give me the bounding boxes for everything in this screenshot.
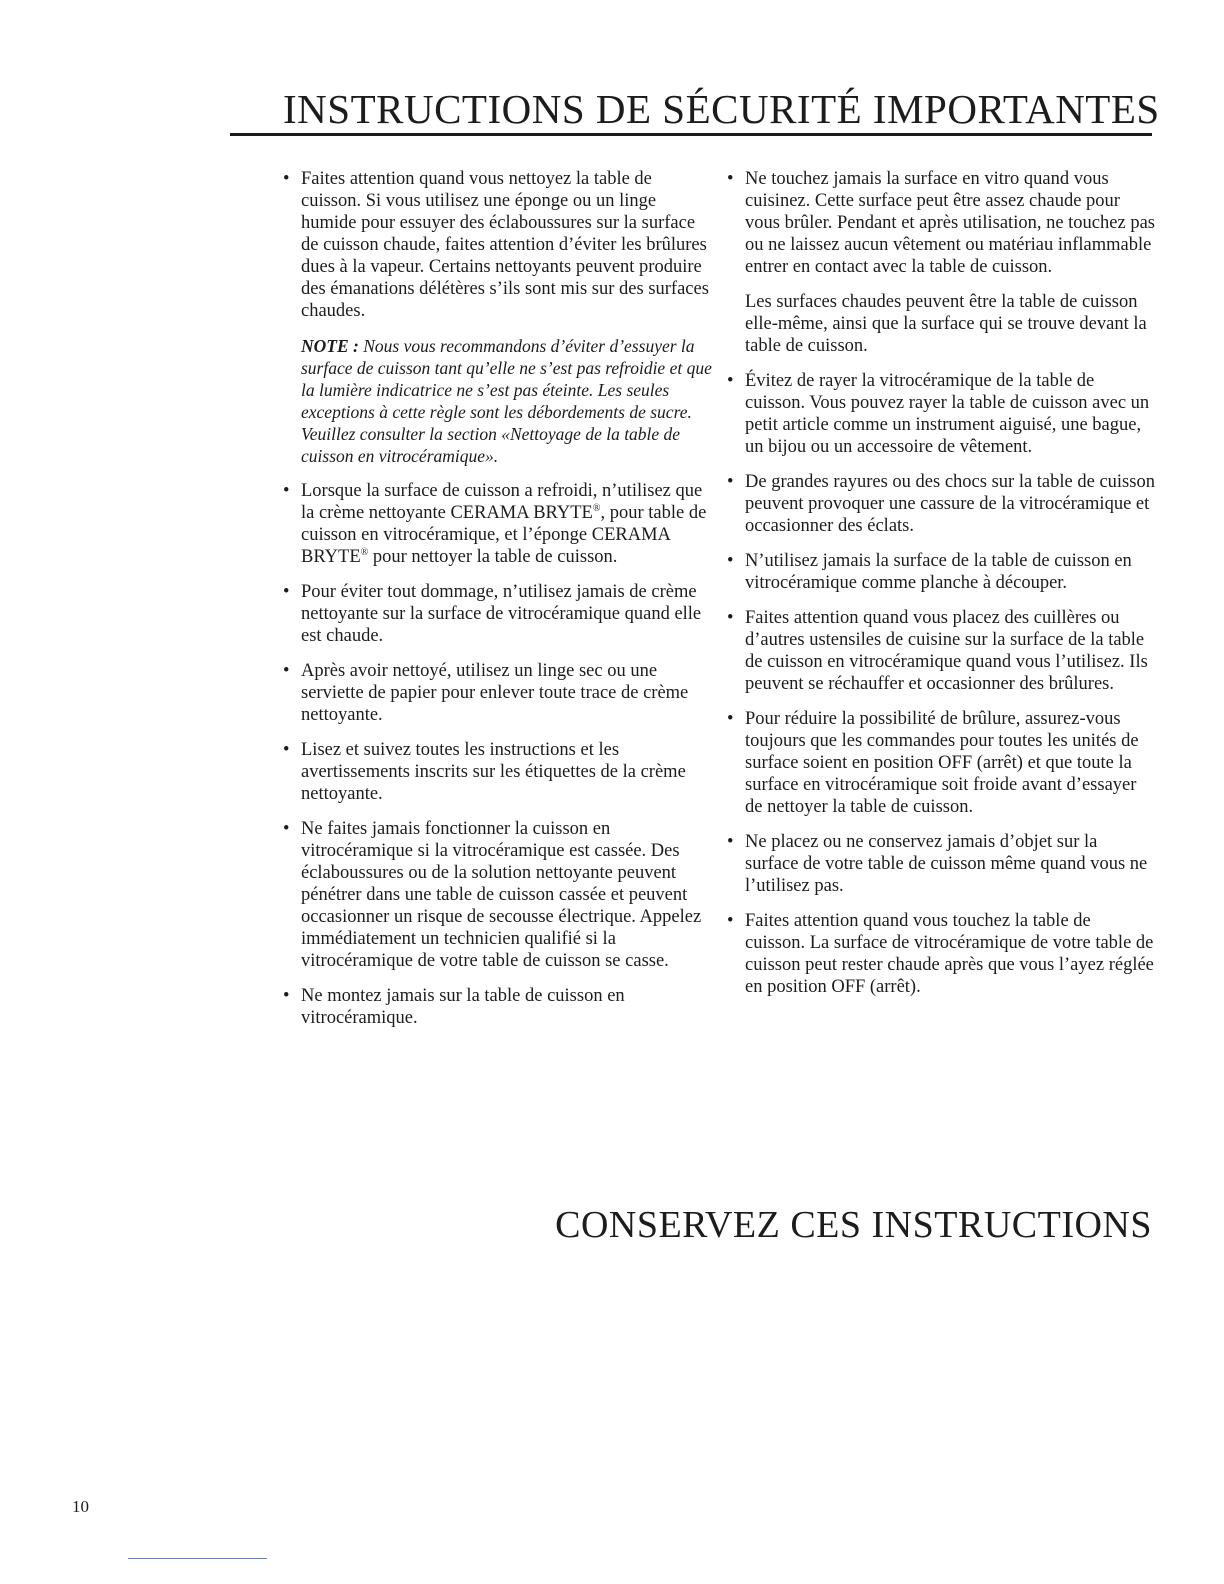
list-item-text: N’utilisez jamais la surface de la table de cuisson en vitrocéramique comme planche à découper. [745, 551, 1132, 593]
bullet-icon: • [727, 709, 734, 729]
bullet-icon: • [283, 481, 290, 501]
list-item-text: Faites attention quand vous touchez la table de cuisson. La surface de vitrocéramique de votre table de cuisson peut rester chaude après que vous l’ayez réglée en position OFF (arrêt). [745, 911, 1154, 997]
list-item-text: Lorsque la surface de cuisson a refroidi, n’utilisez que la crème nettoyante CERAMA BRYTE [301, 481, 703, 523]
bullet-icon: • [727, 169, 734, 189]
list-item [283, 581, 713, 647]
bullet-icon: • [727, 911, 734, 931]
registered-mark: ® [592, 502, 601, 514]
right-column [727, 168, 1155, 1011]
bullet-icon: • [727, 551, 734, 571]
list-item-text: Ne faites jamais fonctionner la cuisson en vitrocéramique si la vitrocéramique est cassée. Des éclaboussures ou de la solution nettoyante peuvent pénétrer dans une table de cuisson cassée et peuvent occasionner un risque de secousse électrique. Appelez immédiatement un technicien qualifié si la vitrocéramique de votre table de cuisson se casse. [301, 819, 702, 971]
list-item [283, 985, 713, 1029]
list-item [727, 607, 1155, 695]
list-item [727, 168, 1155, 278]
bullet-icon: • [727, 608, 734, 628]
left-column [283, 168, 713, 1042]
list-item-text: De grandes rayures ou des chocs sur la table de cuisson peuvent provoquer une cassure de la vitrocéramique et occasionner des éclats. [745, 472, 1155, 536]
bullet-icon: • [727, 832, 734, 852]
bullet-icon: • [283, 819, 290, 839]
paragraph: Les surfaces chaudes peuvent être la table de cuisson elle-même, ainsi que la surface qui se trouve devant la table de cuisson. [745, 292, 1147, 356]
list-item-text: Pour réduire la possibilité de brûlure, assurez-vous toujours que les commandes pour toutes les unités de surface soient en position OFF (arrêt) et que toute la surface en vitrocéramique soit froide avant d’essayer de nettoyer la table de cuisson. [745, 709, 1139, 817]
bullet-icon: • [283, 986, 290, 1006]
list-item-text: Faites attention quand vous placez des cuillères ou d’autres ustensiles de cuisine sur la surface de la table de cuisson en vitrocéramique quand vous l’utilisez. Ils peuvent se réchauffer et occasionner des brûlures. [745, 608, 1148, 694]
header-rule [230, 133, 1152, 136]
bullet-icon: • [283, 661, 290, 681]
page-number: 10 [72, 1497, 89, 1516]
bullet-icon: • [283, 740, 290, 760]
list-item-text: , pour table de cuisson en vitrocéramique, et l’éponge CERAMA BRYTE [301, 503, 707, 567]
list-item [283, 660, 713, 726]
registered-mark: ® [360, 546, 369, 558]
footer-divider [128, 1558, 267, 1559]
list-item [727, 708, 1155, 818]
list-item [727, 550, 1155, 594]
bullet-icon: • [283, 582, 290, 602]
list-item-text: Ne placez ou ne conservez jamais d’objet sur la surface de votre table de cuisson même quand vous ne l’utilisez pas. [745, 832, 1148, 896]
note-label: NOTE : [301, 336, 359, 356]
list-item [283, 739, 713, 805]
note [301, 335, 713, 467]
list-item [727, 471, 1155, 537]
bullet-icon: • [727, 371, 734, 391]
list-item-text: Ne montez jamais sur la table de cuisson en vitrocéramique. [301, 986, 625, 1028]
list-item [727, 831, 1155, 897]
note-text: Nous vous recommandons d’éviter d’essuyer la surface de cuisson tant qu’elle ne s’est pas refroidie et que la lumière indicatrice ne s’est pas éteinte. Les seules exceptions à cette règle sont les débordements de sucre. Veuillez consulter la section «Nettoyage de la table de cuisson en vitrocéramique». [301, 336, 712, 466]
bullet-icon: • [283, 169, 290, 189]
list-item-text: Lisez et suivez toutes les instructions et les avertissements inscrits sur les étiquettes de la crème nettoyante. [301, 740, 686, 804]
list-item-text: Pour éviter tout dommage, n’utilisez jamais de crème nettoyante sur la surface de vitrocéramique quand elle est chaude. [301, 582, 702, 646]
bullet-icon: • [727, 472, 734, 492]
list-item-text: Après avoir nettoyé, utilisez un linge sec ou une serviette de papier pour enlever toute trace de crème nettoyante. [301, 661, 689, 725]
list-item-text: Ne touchez jamais la surface en vitro quand vous cuisinez. Cette surface peut être assez chaude pour vous brûler. Pendant et après utilisation, ne touchez pas ou ne laissez aucun vêtement ou matériau inflammable entrer en contact avec la table de cuisson. [745, 169, 1155, 277]
page-title: INSTRUCTIONS DE SÉCURITÉ IMPORTANTES [283, 86, 1160, 133]
list-item [283, 818, 713, 972]
list-item-text: pour nettoyer la table de cuisson. [368, 547, 618, 567]
list-item-text: Évitez de rayer la vitrocéramique de la table de cuisson. Vous pouvez rayer la table de cuisson avec un petit article comme un instrument aiguisé, une bague, un bijou ou un accessoire de vêtement. [745, 371, 1150, 457]
list-item-text: Faites attention quand vous nettoyez la table de cuisson. Si vous utilisez une éponge ou un linge humide pour essuyer des éclaboussures sur la surface de cuisson chaude, faites attention d’éviter les brûlures dues à la vapeur. Certains nettoyants peuvent produire des émanations délétères s’ils sont mis sur des surfaces chaudes. [301, 169, 709, 321]
list-item [283, 168, 713, 322]
list-item [727, 370, 1155, 458]
list-item [727, 910, 1155, 998]
footer-title: CONSERVEZ CES INSTRUCTIONS [555, 1204, 1152, 1246]
list-item [283, 480, 713, 568]
